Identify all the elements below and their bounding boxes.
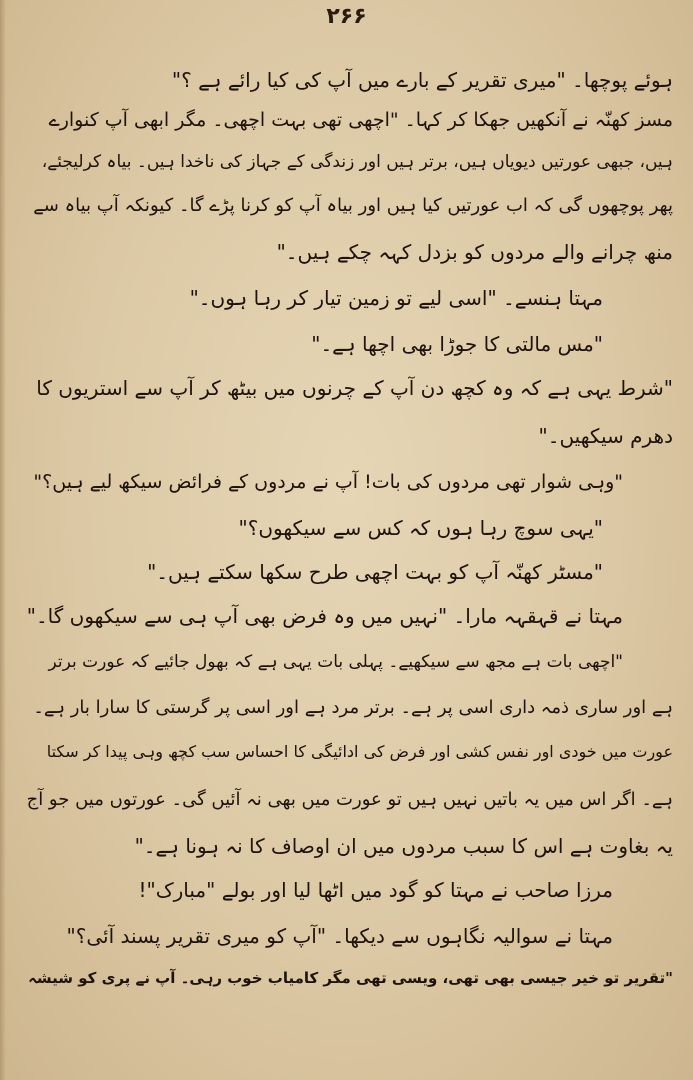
text-line: مہتا نے قہقہہ مارا۔ "نہیں میں وہ فرض بھی آپ ہی سے سیکھوں گا۔": [26, 604, 623, 628]
text-line: مہتا ہنسے۔ "اسی لیے تو زمین تیار کر رہا ہوں۔": [189, 286, 603, 310]
text-line: "شرط یہی ہے کہ وہ کچھ دن آپ کے چرنوں میں بیٹھ کر آپ سے استریوں کا: [36, 376, 673, 400]
text-line: مرزا صاحب نے مہتا کو گود میں اٹھا لیا اور بولے "مبارک"!: [138, 878, 613, 902]
text-line: ہے اور ساری ذمہ داری اسی پر ہے۔ برتر مرد ہے اور اسی پر گرستی کا سارا بار ہے۔: [33, 697, 673, 718]
text-line: مسز کھنّہ نے آنکھیں جھکا کر کہا۔ "اچھی تھی بہت اچھی۔ مگر ابھی آپ کنوارے: [48, 109, 673, 131]
text-line: "تقریر تو خیر جیسی بھی تھی، ویسی تھی مگر کامیاب خوب رہی۔ آپ نے پری کو شیشہ: [28, 969, 673, 987]
text-line: یہ بغاوت ہے اس کا سبب مردوں میں ان اوصاف کا نہ ہونا ہے۔": [134, 834, 673, 858]
text-line: "یہی سوچ رہا ہوں کہ کس سے سیکھوں؟": [238, 516, 603, 540]
text-line: ہوئے پوچھا۔ "میری تقریر کے بارے میں آپ کی کیا رائے ہے ؟": [171, 68, 673, 92]
page-number: ۲۶۶: [326, 4, 367, 29]
text-line: دھرم سیکھیں۔": [538, 424, 673, 448]
text-line: ہے۔ اگر اس میں یہ باتیں نہیں ہیں تو عورت میں بھی نہ آئیں گی۔ عورتوں میں جو آج: [26, 789, 673, 810]
text-line: "مس مالتی کا جوڑا بھی اچھا ہے۔": [311, 332, 603, 356]
text-line: "مسٹر کھنّہ آپ کو بہت اچھی طرح سکھا سکتے ہیں۔": [147, 560, 603, 584]
text-line: ہیں، جبھی عورتیں دیویاں ہیں، برتر ہیں اور زندگی کے جہاز کی ناخدا ہیں۔ بیاہ کرلیجئے،: [41, 152, 673, 172]
text-line: پھر پوچھوں گی کہ اب عورتیں کیا ہیں اور بیاہ آپ کو کرنا پڑے گا۔ کیونکہ آپ بیاہ سے: [33, 195, 673, 216]
text-line: منھ چرانے والے مردوں کو بزدل کہہ چکے ہیں۔": [276, 240, 673, 264]
text-line: "وہی شوار تھی مردوں کی بات! آپ نے مردوں کے فرائض سیکھ لیے ہیں؟": [33, 471, 623, 493]
text-line: "اچھی بات ہے مجھ سے سیکھیے۔ پہلی بات یہی ہے کہ بھول جائیے کہ عورت برتر: [48, 652, 623, 672]
text-line: مہتا نے سوالیہ نگاہوں سے دیکھا۔ "آپ کو میری تقریر پسند آئی؟": [66, 924, 613, 948]
text-line: عورت میں خودی اور نفس کشی اور فرض کی ادائیگی کا احساس سب کچھ وہی پیدا کر سکتا: [46, 742, 673, 761]
